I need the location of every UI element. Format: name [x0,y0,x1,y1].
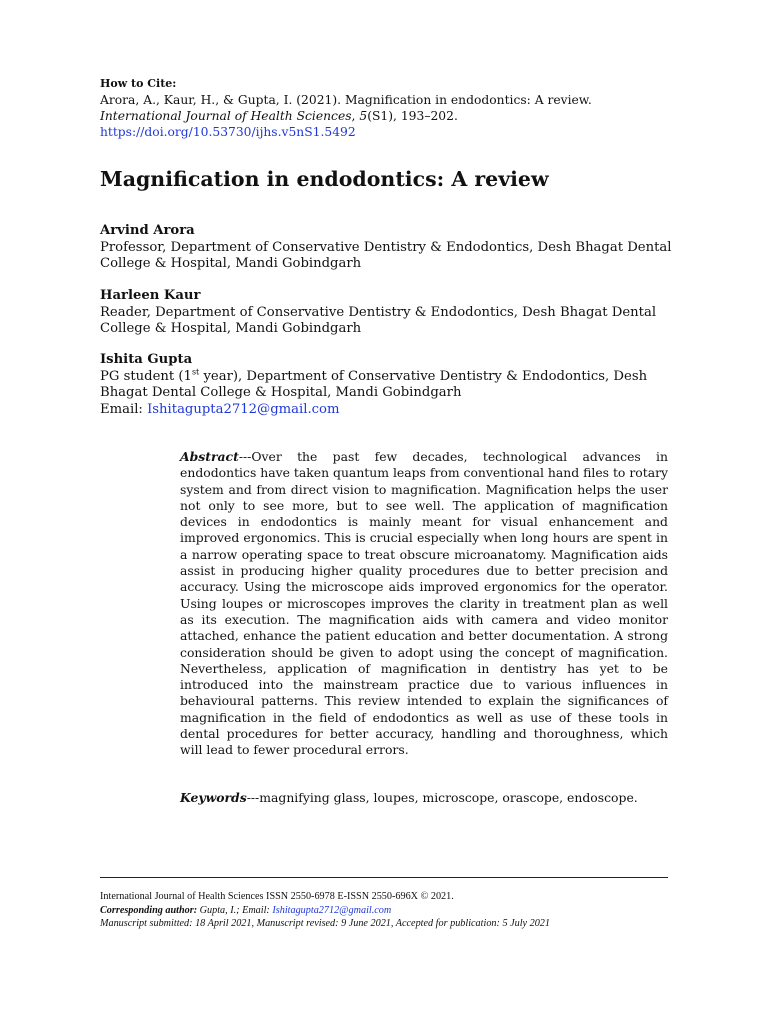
email-label: Email: [100,401,148,417]
corresponding-email-link[interactable]: Ishitagupta2712@gmail.com [272,904,392,916]
citation-doi-link[interactable]: https://doi.org/10.53730/ijhs.v5nS1.5492 [100,125,356,139]
citation-journal: International Journal of Health Sciences [100,109,352,123]
footer-dates-line: Manuscript submitted: 18 April 2021, Manuscript revised: 9 June 2021, Accepted for publication: 5 July 2021 [100,918,550,929]
citation-label [100,76,670,92]
author-name: Arvind Arora [100,223,195,238]
author-affiliation [100,369,647,401]
affiliation-pre: PG student (1 [100,368,192,384]
keywords-separator: --- [246,790,260,805]
abstract-separator: --- [238,449,252,464]
keywords-label: Keywords [180,790,247,805]
footer-corresponding-line [100,904,670,918]
citation-authors-title: Arora, A., Kaur, H., & Gupta, I. (2021). Magnification in endodontics: A review. [100,93,592,107]
author-block [100,223,675,273]
author-name: Harleen Kaur [100,288,201,303]
keywords-paragraph [180,790,668,806]
author-block [100,352,675,418]
author-email-link[interactable]: Ishitagupta2712@gmail.com [147,401,340,417]
abstract-text: Over the past few decades, technological advances in endodontics have taken quantum leaps from conventional hand files to rotary system and from direct vision to magnification. Magnification helps the user not only to see more, but to see well. The application of magnification devices in endodontics is mainly meant for visual enhancement and improved ergonomics. This is crucial especially when long hours are spent in a narrow operating space to treat obscure microanatomy. Magnification aids assist in producing higher quality procedures due to better precision and accuracy. Using the microscope aids improved ergonomics for the operator. Using loupes or microscopes improves the clarity in treatment plan as well as its execution. The magnification aids with camera and video monitor attached, enhance the patient education and better documentation. A strong consideration should be given to adopt using the concept of magnification. Nevertheless, application of magnification in dentistry has yet to be introduced into the mainstream practice due to various influences in behavioural patterns. This review intended to explain the significances of magnification in the field of endodontics as well as use of these tools in dental procedures for better accuracy, handling and thoroughness, which will lead to fewer procedural errors. [180,449,669,758]
author-name: Ishita Gupta [100,352,193,367]
citation-label-text: How to Cite [100,77,173,90]
abstract-paragraph [180,449,668,759]
abstract-label: Abstract [180,449,239,464]
affiliation-post: year), Department of Conservative Dentistry & Endodontics, Desh Bhagat Dental College & Hospital, Mandi Gobindgarh [100,368,648,400]
keywords-text: magnifying glass, loupes, microscope, orascope, endoscope. [259,790,638,805]
corresponding-label: Corresponding author: [100,904,198,916]
citation-label-colon: : [172,77,177,90]
paper-title: Magnification in endodontics: A review [100,167,549,191]
affiliation-superscript: st [191,367,200,377]
citation-block: How to Cite: Arora, A., Kaur, H., & Gupta, I. (2021). Magnification in endodontics: A review. International Journal of Health Sciences, 5(S1), 193–202. https://doi.org/10.53730/ijhs.v5nS1.5492 [100,76,670,140]
corresponding-text: Gupta, I.; Email: [197,904,273,916]
author-block [100,288,675,338]
author-affiliation: Reader, Department of Conservative Dentistry & Endodontics, Desh Bhagat Dental College & Hospital, Mandi Gobindgarh [100,304,657,336]
author-affiliation: Professor, Department of Conservative Dentistry & Endodontics, Desh Bhagat Dental College & Hospital, Mandi Gobindgarh [100,239,672,271]
footer-block [100,890,670,931]
footer-divider [100,877,668,878]
citation-issue-pages: (S1), 193–202. [367,109,458,123]
citation-volume: 5 [359,109,368,123]
footer-journal-line: International Journal of Health Sciences ISSN 2550-6978 E-ISSN 2550-696X © 2021. [100,891,454,902]
